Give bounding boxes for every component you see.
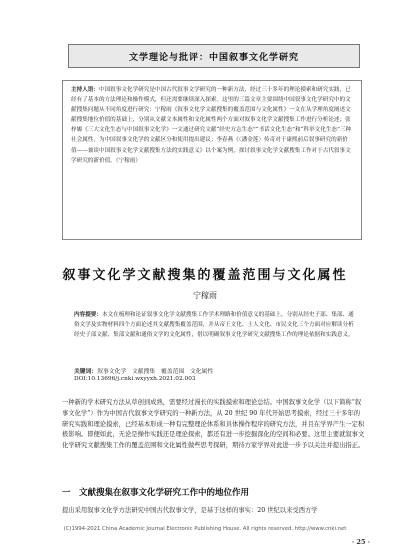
body-paragraph-2-block [62,506,365,517]
abstract-text: 本文在梳理和论证叙事文化学文献搜集工作学术理路和价值意义的基础上，分别从经史子部、集部、通俗文学及实物材料四个方面论述其文献搜集覆盖范围，并从帝王文化、士人文化、市民文化三个方面对应解读分析经史子部文献、集部文献和通俗文学的文化属性，借以明确叙事文化学研究文献搜集工作的理论依据和实践意义。 [74,312,354,338]
section-heading-1: 一 文献搜集在叙事文化学研究工作中的地位作用 [62,488,250,498]
section-banner: 文学理论与批评：中国叙事文化学研究 [68,44,360,68]
editor-note-box [62,80,362,240]
editor-note-label: 主持人语： [71,87,99,93]
doi-line: DOI:10.13696/j.cnki.wxyyxh.2021.02.003 [74,376,196,382]
keywords-label: 关键词： [74,369,98,375]
copyright-footer: (C)1994-2021 China Academic Journal Electronic Publishing House. All rights reserved. http://www.cnki.net [63,526,347,532]
abstract-label: 内容提要： [74,312,102,318]
body-paragraph-1: 一种新的学术研究方法从草创到成熟，需要经过漫长的实践摸索和理论总结。中国叙事文化学（以下简称“叙事文化学”）作为中国古代叙事文学研究的一种新方法，从 20 世纪 90 年代开始思考摸索，经过三十多年的研究实践和理论摸索，已经基本形成一种有完整理论体系和具体操作程序的研究方法，并且在学界产生一定积极影响。即便如此，无论是操作实践还是理论探索，都还有进一步挖掘深化的空间和必要。这里主要就叙事文化学研究文献搜集工作的覆盖范围和文化属性做些思考探研，期待方家学界对此进一步予以关注并提出指正。 [62,399,365,450]
body-paragraph-1-block [62,398,365,452]
editor-note-text: 中国叙事文化学研究是中国古代叙事文学研究的一种新方法，经过三十多年的理论摸索和研究实践，已经有了基本的方法理论和操作模式，但还需要继续深入探索。这里的三篇文章主要围绕中国叙事文化学研究中的文献搜集问题从不同角度进行研究：宁稼雨《叙事文化学文献搜集的覆盖范围与文化属性》一文在从学理角度阐述文献搜集地位价值的基础上，分别从文献文本属性和文化属性两个方面对叙事文化学文献搜集工作进行分析论述；张梓嫄《三大文化生态与中国叙事文化学》一文通过研究文献“经史方志生态”“书话文化生态”和“科举文化生态”三种社会属性，为中国叙事文化学的文献区分和使用提出建议；李春燕《〈潘金莲〉传奇对于康熙前后叙事研究的新价值——兼谈中国叙事文化学文献搜集方法的实践意义》以个案为例，探讨叙事文化学文献搜集工作对于古代叙事文学研究的新价值。（宁稼雨） [71,87,352,164]
editor-note [71,85,353,166]
body-paragraph-2: 提出采用叙事文化学方法研究中国古代叙事文学，是基于这样的事实：20 世纪以来受西方学 [62,507,318,514]
article-title: 叙事文化学文献搜集的覆盖范围与文化属性 [62,268,348,283]
article-author: 宁稼雨 [193,291,217,300]
keywords-line [74,366,359,375]
page-number: · 25 · [351,538,370,546]
abstract-block [74,310,359,340]
abstract [74,310,359,340]
keywords-text: 叙事文化学 文献搜集 覆盖范围 文化属性 [97,369,214,375]
